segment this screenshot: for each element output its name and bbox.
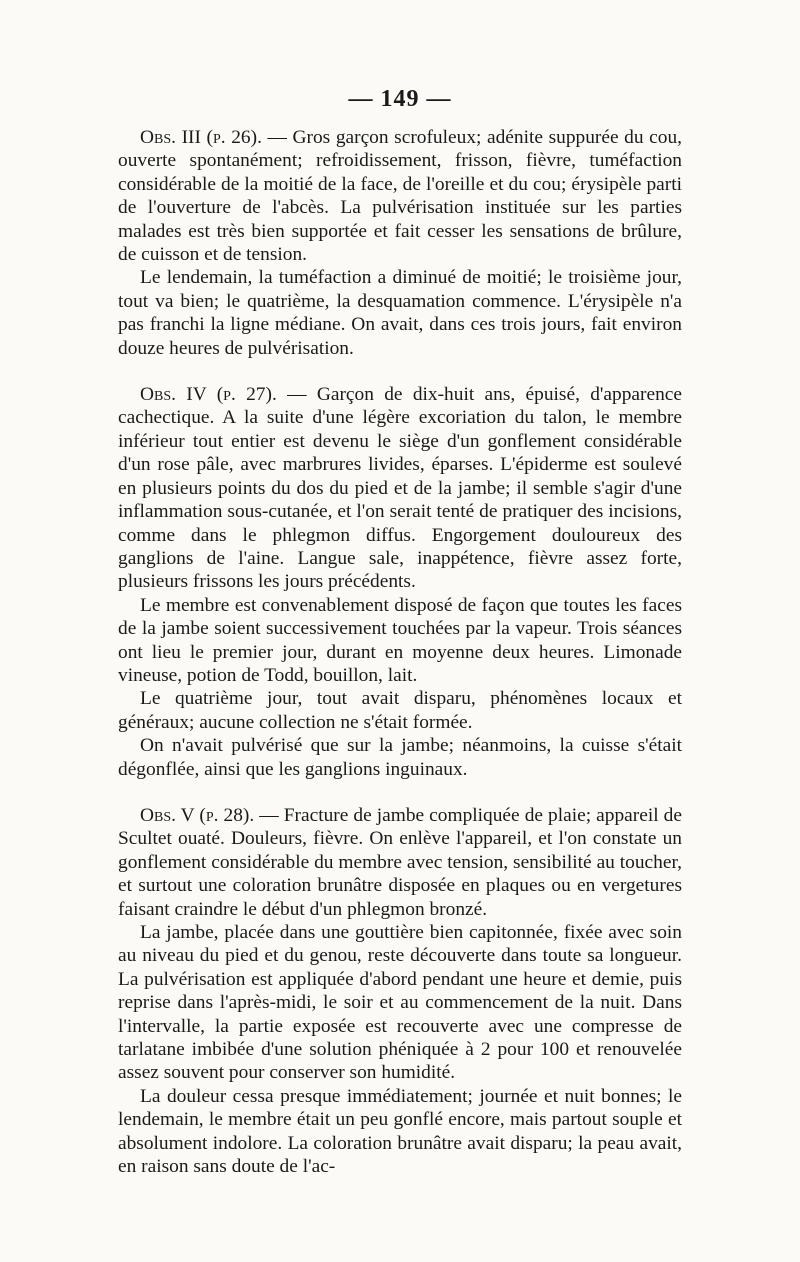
observation-4 — [118, 383, 682, 781]
paragraph — [118, 383, 682, 594]
observation-heading: Obs. V (p. 28). — — [140, 804, 284, 826]
observation-heading: Obs. III (p. 26). — — [140, 127, 293, 148]
page-number: — 149 — — [348, 86, 452, 112]
observation-heading: Obs. IV (p. 27). — — [140, 384, 317, 406]
observation-5 — [118, 804, 682, 1179]
paragraph: On n'avait pulvérisé que sur la jambe; néanmoins, la cuisse s'était dégonflée, ainsi que les ganglions inguinaux. — [118, 735, 682, 780]
paragraph-text: Garçon de dix-huit ans, épuisé, d'apparence cachectique. A la suite d'une légère excoriation du talon, le membre inférieur tout entier est devenu le siège d'un gonflement considérable d'un rose pâle, avec marbrures livides, éparses. L'épiderme est soulevé en plusieurs points du dos du pied et de la jambe; il semble s'agir d'une inflammation sous-cutanée, et l'on serait tenté de pratiquer des incisions, comme dans le phlegmon diffus. Engorgement douloureux des ganglions de l'aine. Langue sale, inappétence, fièvre assez forte, plusieurs frissons les jours précédents. — [118, 384, 682, 593]
paragraph: Le membre est convenablement disposé de façon que toutes les faces de la jambe soient successivement touchées par la vapeur. Trois séances ont lieu le premier jour, durant en moyenne deux heures. Limonade vineuse, potion de Todd, bouillon, lait. — [118, 594, 682, 686]
paragraph: Le lendemain, la tuméfaction a diminué de moitié; le troisième jour, tout va bien; le quatrième, la desquamation commence. L'érysipèle n'a pas franchi la ligne médiane. On avait, dans ces trois jours, fait environ douze heures de pulvérisation. — [118, 267, 682, 359]
paragraph: La douleur cessa presque immédiatement; journée et nuit bonnes; le lendemain, le membre était un peu gonflé encore, mais partout souple et absolument indolore. La coloration brunâtre avait disparu; la peau avait, en raison sans doute de l'ac- — [118, 1085, 682, 1178]
paragraph-text: Gros garçon scrofuleux; adénite suppurée du cou, ouverte spontanément; refroidissement, frisson, fièvre, tuméfaction considérable de la moitié de la face, de l'oreille et du cou; érysipèle parti de l'ouverture de l'abcès. La pulvérisation instituée sur les parties malades est très bien supportée et fait cesser les sensations de brûlure, de cuisson et de tension. — [118, 127, 682, 266]
paragraph — [118, 804, 682, 921]
paragraph: La jambe, placée dans une gouttière bien capitonnée, fixée avec soin au niveau du pied et du genou, reste découverte dans toute sa longueur. La pulvérisation est appliquée d'abord pendant une heure et demie, puis reprise dans l'après-midi, le soir et au commencement de la nuit. Dans l'intervalle, la partie exposée est recouverte avec une compresse de tarlatane imbibée d'une solution phéniquée à 2 pour 100 et renouvelée assez souvent pour conserver son humidité. — [118, 922, 682, 1084]
page-body — [118, 126, 682, 1178]
paragraph-text: Fracture de jambe compliquée de plaie; appareil de Scultet ouaté. Douleurs, fièvre. On enlève l'appareil, et l'on constate un gonflement considérable du membre avec tension, sensibilité au toucher, et surtout une coloration brunâtre disposée en plaques ou en vergetures faisant craindre le début d'un phlegmon bronzé. — [118, 804, 682, 920]
observation-3 — [118, 126, 682, 360]
paragraph — [118, 126, 682, 266]
paragraph: Le quatrième jour, tout avait disparu, phénomènes locaux et généraux; aucune collection ne s'était formée. — [118, 688, 682, 733]
